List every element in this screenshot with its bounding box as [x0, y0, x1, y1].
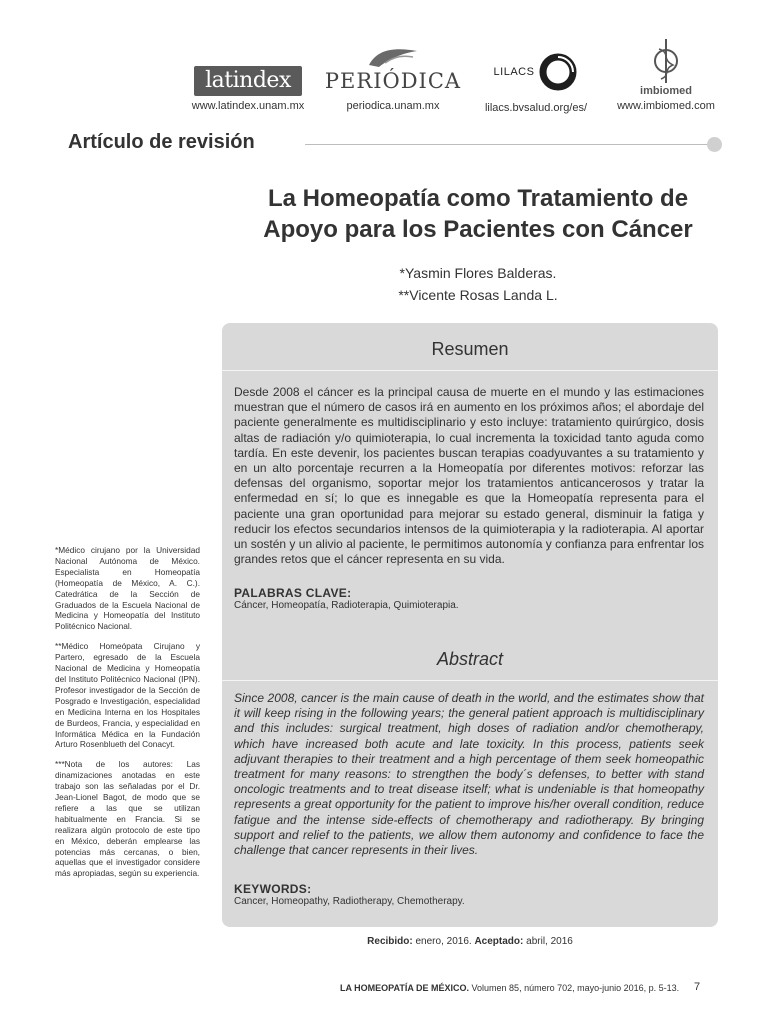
abstract-divider — [222, 680, 718, 681]
lilacs-logo[interactable] — [480, 46, 592, 114]
imbiomed-caduceus-icon — [651, 37, 681, 85]
palabras-clave-label: PALABRAS CLAVE: — [234, 586, 352, 600]
dates-line — [222, 936, 718, 947]
resumen-divider — [222, 370, 718, 371]
section-label: Artículo de revisión — [68, 131, 255, 153]
periodica-emblem-icon — [365, 45, 421, 69]
abstract-panel — [222, 323, 718, 927]
resumen-heading: Resumen — [431, 339, 509, 359]
accepted-label: Aceptado: — [474, 936, 524, 947]
accepted-value: abril, 2016 — [526, 936, 573, 947]
author-list — [228, 262, 728, 306]
imbiomed-mark: imbiomed — [640, 85, 692, 97]
journal-citation: Volumen 85, número 702, mayo-junio 2016, p. 5-13. — [471, 983, 680, 993]
author-2: **Vicente Rosas Landa L. — [398, 287, 558, 303]
periodica-url[interactable]: periodica.unam.mx — [346, 100, 440, 112]
journal-name: LA HOMEOPATÍA DE MÉXICO. — [340, 983, 470, 993]
imbiomed-logo[interactable] — [612, 36, 720, 112]
periodica-logo[interactable] — [324, 42, 462, 112]
footnote-author-1: *Médico cirujano por la Universidad Nacional Autónoma de México. Especialista en Homeopatía (Homeopatía de México, A. C.). Catedrática de la Sección de Graduados de la Escuela Nacional de Medicina y Homeopatía del Instituto Politécnico Nacional. — [55, 545, 200, 632]
latindex-url[interactable]: www.latindex.unam.mx — [191, 100, 305, 112]
abstract-heading: Abstract — [436, 649, 504, 669]
article-title: La Homeopatía como Tratamiento de Apoyo para los Pacientes con Cáncer — [263, 185, 693, 243]
section-divider — [305, 144, 713, 145]
received-label: Recibido: — [367, 936, 413, 947]
latindex-mark: latindex — [194, 66, 302, 96]
lilacs-mark: LILACS — [493, 66, 535, 78]
abstract-text: Since 2008, cancer is the main cause of death in the world, and the estimates show that it will keep rising in the following years; the general patient approach is multidisciplinary and this includes: surgical treatment, high doses of radiation and/or chemotherapy, which have increased both acute and late toxicity. In this process, patients seek adjuvant therapies to their treatment and a high percentage of them seek homeopathic treatment for many reasons: to strengthen the body´s defenses, to better with stand oncologic treatments and to treat disease itself; what is undeniable is that homeopathy represents a great opportunity for the patient to improve his/her overall condition, reduce fatigue and the intense side-effects of chemotherapy and radiotherapy. By bringing support and relief to the patients, we allow them autonomy and confidence to face the challenge that cancer represents in their lives. — [234, 691, 704, 858]
resumen-text: Desde 2008 el cáncer es la principal causa de muerte en el mundo y las estimaciones muestran que el número de casos irá en aumento en los próximos años; el abordaje del paciente generalmente es multidisciplinario y esto incluye: tratamiento quirúrgico, dosis altas de radiación y/o quimioterapia, lo cual incrementa la toxicidad tanto aguda como tardía. En este devenir, los pacientes buscan terapias coadyuvantes a su tratamiento y en un alto porcentaje recurren a la Homeopatía por diferentes motivos: reforzar las defensas del organismo, soportar mejor los tratamientos anticancerosos y tratar la enfermedad en sí; lo que es innegable es que la Homeopatía representa para el paciente una gran oportunidad para mejorar su estado general, disminuir la fatiga y reducir los efectos secundarios intensos de la quimioterapia y la radioterapia. Al aportar un sostén y un alivio al paciente, le permitimos autonomía y confianza para enfrentar los grandes retos que el cáncer representa en su vida. — [234, 385, 704, 567]
lilacs-swirl-icon — [538, 52, 578, 92]
keywords-list: Cancer, Homeopathy, Radiotherapy, Chemotherapy. — [234, 896, 465, 907]
section-dot — [707, 137, 722, 152]
lilacs-url[interactable]: lilacs.bvsalud.org/es/ — [484, 102, 588, 114]
page-number: 7 — [694, 981, 701, 993]
periodica-mark: PERIÓDICA — [324, 69, 462, 93]
received-value: enero, 2016. — [415, 936, 472, 947]
header-logos — [180, 36, 720, 122]
keywords-label: KEYWORDS: — [234, 882, 312, 896]
journal-footer — [340, 983, 700, 993]
latindex-logo[interactable] — [188, 66, 308, 112]
author-footnotes — [55, 545, 200, 888]
footnote-author-2: **Médico Homeópata Cirujano y Partero, egresado de la Escuela Nacional de Medicina y Homeopatía del Instituto Politécnico Nacional (IPN). Profesor investigador de la Sección de Posgrado e Investigación, especialidad en Medicina Interna en los Hospitales de Burdeos, Francia, y especialidad en Informática Médica en la Fundación Arturo Rosenblueth del Conacyt. — [55, 641, 200, 750]
author-1: *Yasmin Flores Balderas. — [399, 265, 557, 281]
imbiomed-url[interactable]: www.imbiomed.com — [617, 100, 715, 112]
palabras-clave-list: Cáncer, Homeopatía, Radioterapia, Quimioterapia. — [234, 600, 459, 611]
footnote-authors-note: ***Nota de los autores: Las dinamizaciones anotadas en este trabajo son las señaladas por el Dr. Jean-Lionel Bagot, de modo que se refiere a las que se utilizan habitualmente en Francia. Si se realizara algún protocolo de este tipo en México, deberán emplearse las potencias más cercanas, o bien, aquellas que el investigador considere más apropiadas, según su experiencia. — [55, 759, 200, 879]
